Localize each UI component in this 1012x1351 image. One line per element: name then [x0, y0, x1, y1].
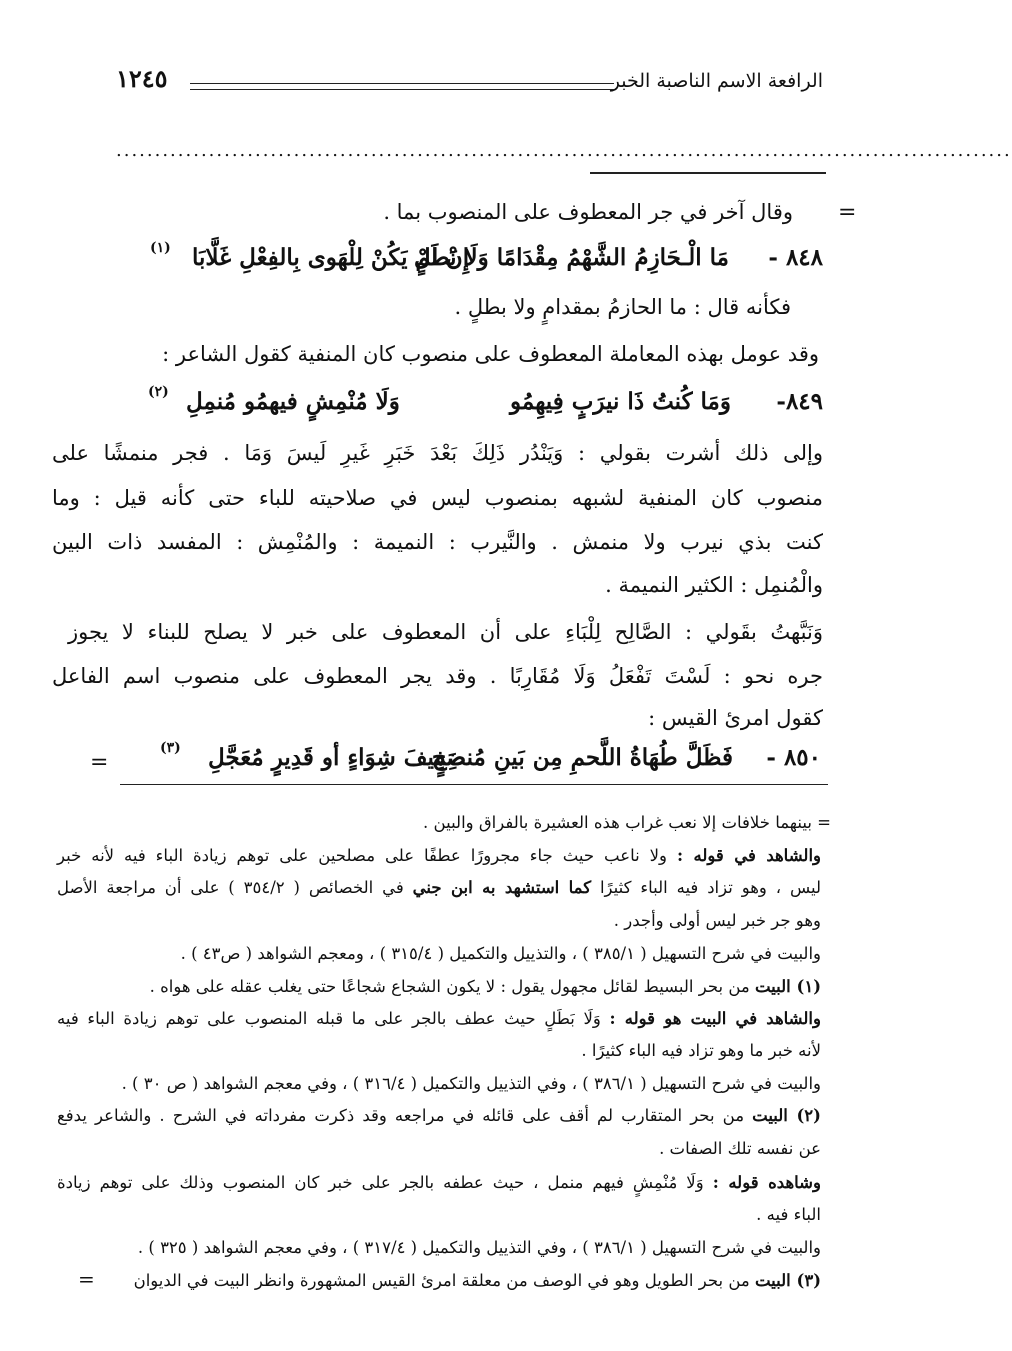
verse-849-number: ٨٤٩- — [776, 388, 823, 415]
header-rule-top — [190, 83, 614, 84]
footnote-lead-text: والشاهد في قوله : — [676, 846, 822, 865]
footnote-text: من بحر البسيط لقائل مجهول يقول : لا يكون الشجاع شجاعًا حتى يغلب عقله على هواه . — [149, 977, 750, 996]
footnote-text: من بحر الطويل وهو في الوصف من معلقة امرئ القيس المشهورة وانظر البيت في الديوان — [133, 1271, 750, 1290]
footnote-3-lead: (٣) البيت — [754, 1271, 821, 1290]
verse-850-first-hemistich: فَظَلَّ طُهَاةُ اللَّحمِ مِن بَينِ مُنضِجٍ — [431, 744, 733, 771]
footnote-text: من بحر المتقارب لم أقف على قائله في مراجعه وقد ذكرت مفرداته في الشرح . والشاعر يدفع — [57, 1106, 745, 1125]
footnote-prev-line-3: وهو جر خبر ليس أولى وأجدر . — [613, 911, 821, 930]
footnote-2-line-4: الباء فيه . — [756, 1205, 821, 1224]
footnote-2-lead: (٢) البيت — [752, 1106, 821, 1125]
paragraph-1-line-2: منصوب كان المنفية لشبهه بمنصوب ليس في صلاحيته للباء حتى كأنه قيل : وما — [52, 486, 824, 510]
top-short-rule — [590, 172, 826, 174]
verse-849-footnote-ref: (٢) — [148, 384, 169, 400]
footnote-prev-line-1 — [57, 845, 821, 867]
dotted-separator: .................................................................................................................... — [116, 140, 1012, 161]
footnote-1-line-2 — [57, 1008, 821, 1030]
verse-849-first-hemistich: وَمَا كُنتُ ذَا نيرَبٍ فِيهِمُو — [510, 388, 731, 415]
footnote-prev-line-2 — [57, 877, 821, 899]
header-rule-bottom — [190, 89, 614, 90]
verse-849-second-hemistich: وَلَا مُنْمِشٍ فيهمُو مُنمِلِ — [186, 388, 400, 415]
footnote-1-line-4: والبيت في شرح التسهيل ( ٣٨٦/١ ) ، وفي التذييل والتكميل ( ٣١٦/٤ ) ، وفي معجم الشواهد ( ص ٣٠ ) . — [121, 1074, 821, 1093]
footnote-1-lead: (١) البيت — [754, 977, 821, 996]
footnotes-separator — [120, 784, 828, 785]
footnote-lead-text: وشاهده قوله : — [712, 1173, 821, 1192]
verse-850-footnote-ref: (٣) — [160, 740, 181, 756]
line-kana-intro: وقد عومل بهذه المعاملة المعطوف على منصوب كان المنفية كقول الشاعر : — [162, 342, 819, 366]
paragraph-1-line-1: وإلى ذلك أشرت بقولي : وَيَنْدُر ذَلِكَ بَعْدَ خَبَرِ غَيرِ لَيسَ وَمَا . فجر منمشًا على — [52, 441, 823, 465]
continuation-mark-bottom: = — [90, 750, 109, 775]
footnote-bold-text: كما استشهد به ابن جني — [412, 878, 592, 897]
footnote-2-line-5: والبيت في شرح التسهيل ( ٣٨٦/١ ) ، وفي التذييل والتكميل ( ٣١٧/٤ ) ، وفي معجم الشواهد ( ٣٢٥ ) . — [137, 1238, 821, 1257]
line-848-explanation: فكأنه قال : ما الحازمُ بمقدامٍ ولا بطلٍ . — [454, 295, 791, 319]
footnote-text: وَلَا بَطَلٍ حيث عطف بالجر على ما قبله المنصوب على توهم زيادة الباء فيه — [57, 1009, 601, 1028]
verse-848-number: ٨٤٨ - — [768, 244, 823, 271]
verse-850-number: ٨٥٠ - — [766, 744, 821, 771]
footnote-text: في الخصائص ( ٣٥٤/٢ ) على أن مراجعة الأصل — [57, 878, 404, 897]
paragraph-2-line-3: كقول امرئ القيس : — [648, 706, 823, 730]
footnote-2-line-1 — [57, 1105, 821, 1127]
footnote-text: ولا ناعب حيث جاء مجرورًا عطفًا على مصلحين على توهم زيادة الباء فيه لأنه خبر — [57, 846, 668, 865]
footnote-text: ليس ، وهو تزاد فيه الباء كثيرًا — [599, 878, 822, 897]
footnote-1-line-1 — [150, 976, 821, 998]
paragraph-1-line-3: كنت بذي نيرب ولا منمش . والنَّيرب : النميمة : والمُنْمِش : المفسد ذات البين — [52, 530, 823, 554]
verse-850-second-hemistich: صَفِيفَ شِوَاءٍ أو قَدِيرٍ مُعَجَّلِ — [208, 744, 466, 771]
footnote-1-line-3: لأنه خبر ما وهو تزاد فيه الباء كثيرًا . — [581, 1041, 821, 1060]
footnote-text: وَلَا مُنْمِشٍ فيهم منمل ، حيث عطفه بالجر على خبر كان المنصوب وذلك على توهم زيادة — [57, 1173, 704, 1192]
intro-line: وقال آخر في جر المعطوف على المنصوب بما . — [383, 200, 793, 224]
footnote-lead-text: والشاهد في البيت هو قوله : — [609, 1009, 821, 1028]
footnote-continuation-mark: = — [78, 1267, 95, 1291]
paragraph-1-line-4: والْمُنمِل : الكثير النميمة . — [605, 573, 823, 597]
footnote-prev-line-4: والبيت في شرح التسهيل ( ٣٨٥/١ ) ، والتذييل والتكميل ( ٣١٥/٤ ) ، ومعجم الشواهد ( ص٤٣ ) . — [180, 944, 821, 963]
verse-848-footnote-ref: (١) — [150, 240, 171, 256]
running-title: الرافعة الاسم الناصبة الخبر — [610, 70, 823, 92]
footnote-2-line-3 — [57, 1172, 821, 1194]
continuation-mark-top: = — [838, 200, 857, 225]
paragraph-2-line-2: جره نحو : لَسْتَ تَفْعَلُ وَلَا مُقَارِبًا . وقد يجر المعطوف على منصوب اسم الفاعل — [52, 664, 823, 688]
footnote-2-line-2: عن نفسه تلك الصفات . — [659, 1139, 821, 1158]
page-number: ١٢٤٥ — [116, 64, 168, 93]
verse-848-first-hemistich: مَا الْـحَازِمُ الشَّهْمُ مِقْدَامًا وَلَا بَطَلٍ — [413, 244, 729, 271]
paragraph-2-line-1: وَنَبَّهتُ بقَولي : الصَّالِح لِلْبَاءِ على أن المعطوف على خبر لا يصلح للبناء لا يجوز — [68, 620, 823, 644]
footnote-3-line-1 — [134, 1270, 821, 1292]
verse-848-second-hemistich: إِنْ لَمْ يَكُنْ لِلْهَوى بِالفِعْلِ غَلَّابَا — [192, 244, 470, 271]
footnote-continuation: = بينهما خلافات إلا نعب غراب هذه العشيرة بالفراق والبين . — [423, 813, 831, 832]
